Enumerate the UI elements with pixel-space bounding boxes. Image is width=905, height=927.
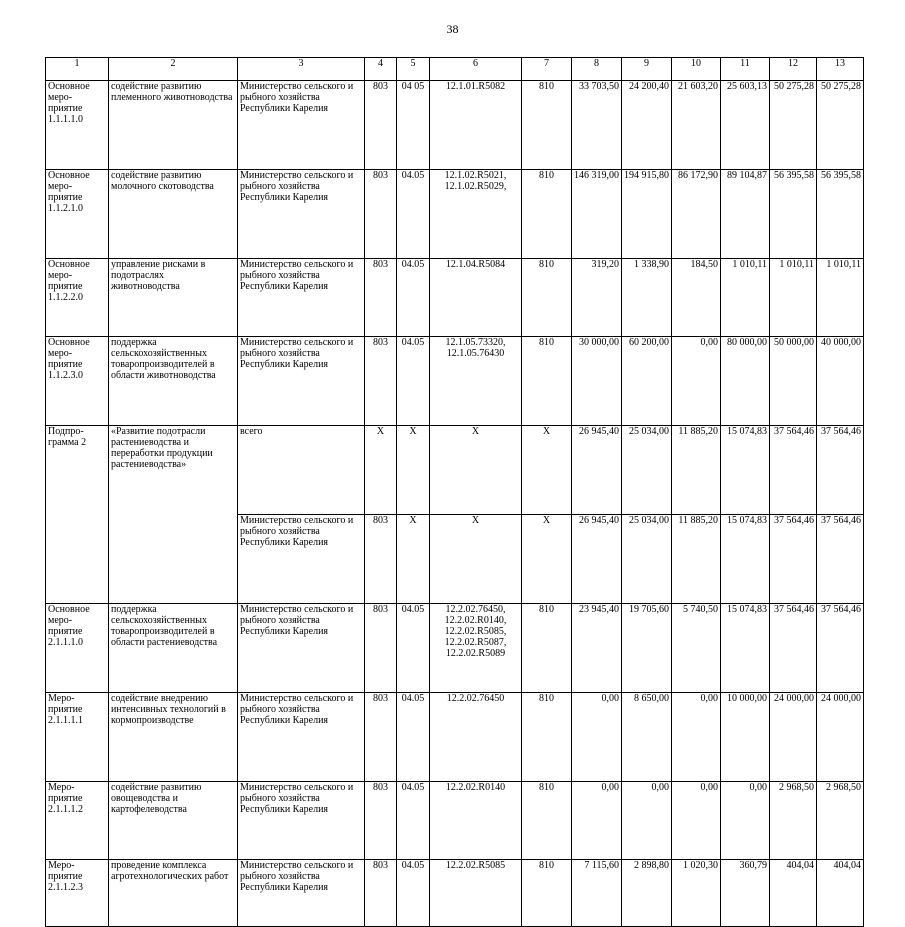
cell-c10: 0,00 xyxy=(672,693,721,782)
cell-c6: 12.2.02.76450, 12.2.02.R0140, 12.2.02.R5085, 12.2.02.R5087, 12.2.02.R5089 xyxy=(430,604,522,693)
cell-c2: поддержка сельскохозяйственных товаропроизводителей в области животноводства xyxy=(109,337,238,426)
cell-c4: 803 xyxy=(365,170,397,259)
cell-c12: 37 564,46 xyxy=(770,515,817,604)
header-cell: 4 xyxy=(365,58,397,81)
cell-c1: Меро-приятие 2.1.1.1.1 xyxy=(46,693,109,782)
cell-c1: Основное меро-приятие 1.1.1.1.0 xyxy=(46,81,109,170)
cell-c9: 19 705,60 xyxy=(622,604,672,693)
cell-c6: X xyxy=(430,426,522,515)
cell-c2: проведение комплекса агротехнологических работ xyxy=(109,860,238,927)
cell-c11: 15 074,83 xyxy=(721,515,770,604)
cell-c1: Подпро-грамма 2 xyxy=(46,426,109,604)
header-cell: 3 xyxy=(238,58,365,81)
cell-c8: 146 319,00 xyxy=(572,170,622,259)
cell-c1: Основное меро-приятие 1.1.2.3.0 xyxy=(46,337,109,426)
header-cell: 1 xyxy=(46,58,109,81)
header-cell: 11 xyxy=(721,58,770,81)
cell-c5: 04.05 xyxy=(397,693,430,782)
cell-c2: содействие развитию овощеводства и картофелеводства xyxy=(109,782,238,860)
cell-c5: X xyxy=(397,426,430,515)
cell-c12: 1 010,11 xyxy=(770,259,817,337)
cell-c10: 1 020,30 xyxy=(672,860,721,927)
cell-c9: 25 034,00 xyxy=(622,515,672,604)
cell-c6: 12.1.02.R5021, 12.1.02.R5029, xyxy=(430,170,522,259)
cell-c8: 26 945,40 xyxy=(572,426,622,515)
cell-c6: 12.1.05.73320, 12.1.05.76430 xyxy=(430,337,522,426)
cell-c5: 04.05 xyxy=(397,170,430,259)
table-row xyxy=(46,693,864,782)
cell-c9: 24 200,40 xyxy=(622,81,672,170)
cell-c10: 184,50 xyxy=(672,259,721,337)
cell-c2: управление рисками в подотраслях животноводства xyxy=(109,259,238,337)
cell-c1: Меро-приятие 2.1.1.1.2 xyxy=(46,782,109,860)
cell-c10: 11 885,20 xyxy=(672,515,721,604)
cell-c7: X xyxy=(522,426,572,515)
cell-c3: Министерство сельского и рыбного хозяйства Республики Карелия xyxy=(238,782,365,860)
cell-c4: 803 xyxy=(365,604,397,693)
cell-c2: поддержка сельскохозяйственных товаропроизводителей в области растениеводства xyxy=(109,604,238,693)
cell-c4: 803 xyxy=(365,259,397,337)
cell-c7: 810 xyxy=(522,259,572,337)
cell-c12: 2 968,50 xyxy=(770,782,817,860)
cell-c4: 803 xyxy=(365,337,397,426)
header-cell: 12 xyxy=(770,58,817,81)
cell-c4: 803 xyxy=(365,782,397,860)
cell-c1: Меро-приятие 2.1.1.2.3 xyxy=(46,860,109,927)
header-cell: 6 xyxy=(430,58,522,81)
cell-c2: содействие развитию племенного животноводства xyxy=(109,81,238,170)
cell-c8: 0,00 xyxy=(572,693,622,782)
table-header-row xyxy=(46,58,864,81)
cell-c11: 25 603,13 xyxy=(721,81,770,170)
cell-c9: 194 915,80 xyxy=(622,170,672,259)
cell-c1: Основное меро-приятие 2.1.1.1.0 xyxy=(46,604,109,693)
cell-c3: Министерство сельского и рыбного хозяйства Республики Карелия xyxy=(238,604,365,693)
cell-c8: 319,20 xyxy=(572,259,622,337)
cell-c5: 04.05 xyxy=(397,337,430,426)
cell-c5: 04.05 xyxy=(397,604,430,693)
table-row xyxy=(46,81,864,170)
cell-c10: 0,00 xyxy=(672,782,721,860)
cell-c11: 10 000,00 xyxy=(721,693,770,782)
cell-c5: X xyxy=(397,515,430,604)
cell-c5: 04.05 xyxy=(397,782,430,860)
table-row xyxy=(46,604,864,693)
cell-c1: Основное меро-приятие 1.1.2.1.0 xyxy=(46,170,109,259)
cell-c6: 12.1.01.R5082 xyxy=(430,81,522,170)
cell-c4: X xyxy=(365,426,397,515)
cell-c3: Министерство сельского и рыбного хозяйства Республики Карелия xyxy=(238,693,365,782)
cell-c2: содействие развитию молочного скотоводства xyxy=(109,170,238,259)
cell-c9: 0,00 xyxy=(622,782,672,860)
cell-c4: 803 xyxy=(365,860,397,927)
table-row xyxy=(46,170,864,259)
cell-c2: содействие внедрению интенсивных технологий в кормопроизводстве xyxy=(109,693,238,782)
cell-c8: 30 000,00 xyxy=(572,337,622,426)
cell-c9: 25 034,00 xyxy=(622,426,672,515)
cell-c7: 810 xyxy=(522,604,572,693)
cell-c3: всего xyxy=(238,426,365,515)
cell-c4: 803 xyxy=(365,693,397,782)
cell-c11: 360,79 xyxy=(721,860,770,927)
cell-c10: 21 603,20 xyxy=(672,81,721,170)
cell-c4: 803 xyxy=(365,515,397,604)
table-row xyxy=(46,337,864,426)
cell-c10: 5 740,50 xyxy=(672,604,721,693)
cell-c6: 12.2.02.76450 xyxy=(430,693,522,782)
header-cell: 2 xyxy=(109,58,238,81)
cell-c5: 04.05 xyxy=(397,860,430,927)
header-cell: 7 xyxy=(522,58,572,81)
cell-c3: Министерство сельского и рыбного хозяйства Республики Карелия xyxy=(238,170,365,259)
cell-c3: Министерство сельского и рыбного хозяйства Республики Карелия xyxy=(238,337,365,426)
table-row xyxy=(46,782,864,860)
cell-c8: 0,00 xyxy=(572,782,622,860)
cell-c11: 89 104,87 xyxy=(721,170,770,259)
cell-c4: 803 xyxy=(365,81,397,170)
cell-c7: 810 xyxy=(522,693,572,782)
cell-c12: 50 000,00 xyxy=(770,337,817,426)
cell-c12: 56 395,58 xyxy=(770,170,817,259)
cell-c7: 810 xyxy=(522,170,572,259)
cell-c7: X xyxy=(522,515,572,604)
cell-c13: 404,04 xyxy=(817,860,864,927)
cell-c8: 7 115,60 xyxy=(572,860,622,927)
cell-c12: 24 000,00 xyxy=(770,693,817,782)
cell-c13: 37 564,46 xyxy=(817,515,864,604)
cell-c11: 0,00 xyxy=(721,782,770,860)
cell-c5: 04.05 xyxy=(397,259,430,337)
cell-c7: 810 xyxy=(522,782,572,860)
cell-c13: 56 395,58 xyxy=(817,170,864,259)
cell-c13: 2 968,50 xyxy=(817,782,864,860)
cell-c10: 11 885,20 xyxy=(672,426,721,515)
cell-c6: 12.1.04.R5084 xyxy=(430,259,522,337)
cell-c10: 0,00 xyxy=(672,337,721,426)
cell-c5: 04 05 xyxy=(397,81,430,170)
cell-c11: 80 000,00 xyxy=(721,337,770,426)
cell-c13: 50 275,28 xyxy=(817,81,864,170)
cell-c9: 1 338,90 xyxy=(622,259,672,337)
cell-c11: 15 074,83 xyxy=(721,604,770,693)
cell-c3: Министерство сельского и рыбного хозяйства Республики Карелия xyxy=(238,259,365,337)
cell-c3: Министерство сельского и рыбного хозяйства Республики Карелия xyxy=(238,860,365,927)
cell-c13: 37 564,46 xyxy=(817,426,864,515)
cell-c13: 1 010,11 xyxy=(817,259,864,337)
table-row xyxy=(46,860,864,927)
cell-c12: 404,04 xyxy=(770,860,817,927)
cell-c2: «Развитие подотрасли растениеводства и переработки продукции растениеводства» xyxy=(109,426,238,604)
header-cell: 10 xyxy=(672,58,721,81)
cell-c8: 26 945,40 xyxy=(572,515,622,604)
cell-c6: X xyxy=(430,515,522,604)
cell-c9: 8 650,00 xyxy=(622,693,672,782)
subprogram-row-total xyxy=(46,426,864,515)
cell-c8: 23 945,40 xyxy=(572,604,622,693)
cell-c8: 33 703,50 xyxy=(572,81,622,170)
header-cell: 13 xyxy=(817,58,864,81)
cell-c7: 810 xyxy=(522,81,572,170)
cell-c12: 37 564,46 xyxy=(770,426,817,515)
cell-c10: 86 172,90 xyxy=(672,170,721,259)
cell-c13: 24 000,00 xyxy=(817,693,864,782)
cell-c13: 37 564,46 xyxy=(817,604,864,693)
header-cell: 9 xyxy=(622,58,672,81)
cell-c3: Министерство сельского и рыбного хозяйства Республики Карелия xyxy=(238,81,365,170)
cell-c13: 40 000,00 xyxy=(817,337,864,426)
cell-c3: Министерство сельского и рыбного хозяйства Республики Карелия xyxy=(238,515,365,604)
cell-c12: 37 564,46 xyxy=(770,604,817,693)
cell-c6: 12.2.02.R0140 xyxy=(430,782,522,860)
budget-table xyxy=(45,57,864,927)
cell-c11: 15 074,83 xyxy=(721,426,770,515)
cell-c1: Основное меро-приятие 1.1.2.2.0 xyxy=(46,259,109,337)
page-number: 38 xyxy=(446,22,459,36)
cell-c12: 50 275,28 xyxy=(770,81,817,170)
cell-c9: 2 898,80 xyxy=(622,860,672,927)
cell-c9: 60 200,00 xyxy=(622,337,672,426)
cell-c7: 810 xyxy=(522,337,572,426)
cell-c11: 1 010,11 xyxy=(721,259,770,337)
cell-c6: 12.2.02.R5085 xyxy=(430,860,522,927)
table-row xyxy=(46,259,864,337)
header-cell: 8 xyxy=(572,58,622,81)
cell-c7: 810 xyxy=(522,860,572,927)
header-cell: 5 xyxy=(397,58,430,81)
